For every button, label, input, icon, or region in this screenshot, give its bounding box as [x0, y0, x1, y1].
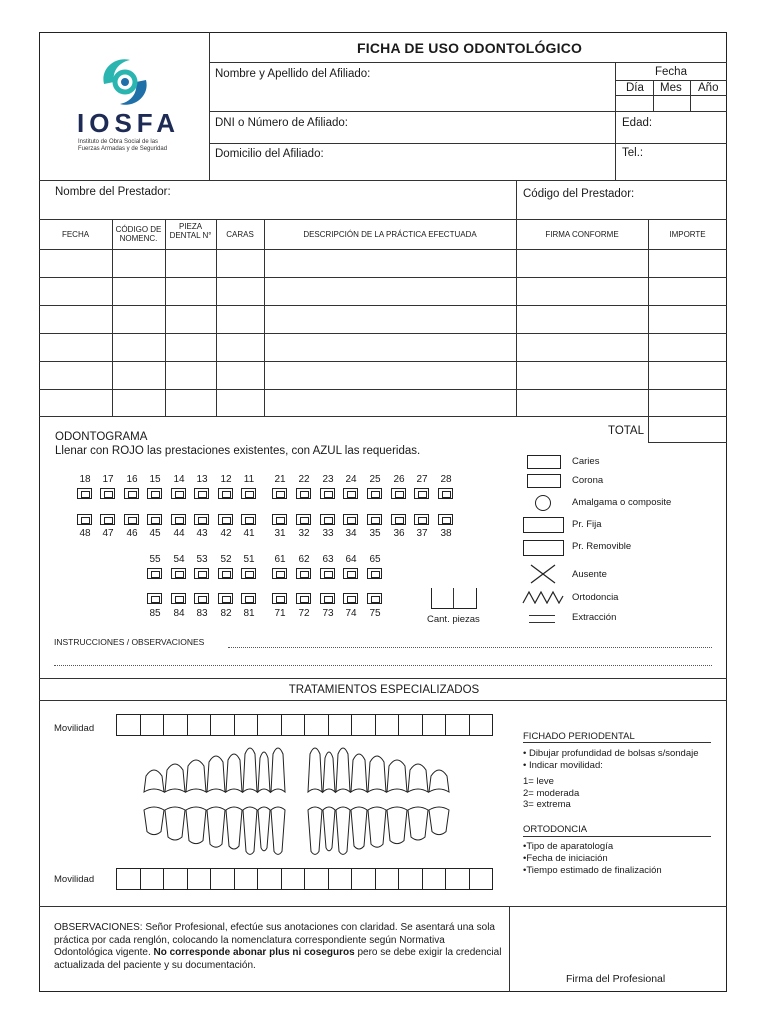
ausente-symbol-icon: [529, 563, 557, 585]
tooth-box[interactable]: [147, 593, 162, 604]
instructions-line-2[interactable]: [54, 665, 712, 666]
tooth-box[interactable]: [296, 488, 311, 499]
legend-corona: Corona: [572, 475, 604, 486]
tooth-box[interactable]: [391, 488, 406, 499]
col-header-tooth: PIEZA DENTAL N°: [169, 222, 212, 240]
tooth-box[interactable]: [218, 514, 233, 525]
tooth-number: 26: [393, 474, 405, 485]
affiliate-address-field[interactable]: Domicilio del Afiliado:: [215, 148, 324, 160]
tooth-number: 42: [220, 528, 232, 539]
lower-tooth-shape: [336, 807, 350, 854]
tooth-box[interactable]: [147, 568, 162, 579]
tooth-box[interactable]: [241, 568, 256, 579]
form-title: FICHA DE USO ODONTOLÓGICO: [357, 40, 583, 56]
observations-text: OBSERVACIONES: Señor Profesional, efectúe sus anotaciones con claridad. Se asentará una sola práctica por cada renglón, colocando la nomenclatura correspondiente según Normativa Odontológica vigente. No corresponde abonar plus ni coseguros pero se debe exigir la credencial actualizada del paciente y su documentación.: [54, 922, 502, 971]
lower-tooth-shape: [271, 807, 285, 854]
tooth-box[interactable]: [391, 514, 406, 525]
tooth-box[interactable]: [241, 514, 256, 525]
lower-tooth-shape: [165, 807, 185, 840]
upper-tooth-shape: [186, 760, 206, 792]
affiliate-name-field[interactable]: Nombre y Apellido del Afiliado:: [215, 68, 371, 80]
tooth-number: 34: [345, 528, 357, 539]
pr-removible-symbol-icon: [523, 540, 564, 556]
legend-pr-removible: Pr. Removible: [572, 541, 632, 552]
mobility-cell[interactable]: [187, 868, 212, 890]
tooth-box[interactable]: [194, 514, 209, 525]
lower-tooth-shape: [351, 807, 367, 849]
col-header-description: DESCRIPCIÓN DE LA PRÁCTICA EFECTUADA: [303, 230, 477, 239]
tooth-number: 61: [274, 554, 286, 565]
lower-tooth-shape: [429, 807, 449, 835]
mobility-cell[interactable]: [375, 714, 400, 736]
mobility-cell[interactable]: [234, 868, 259, 890]
tooth-number: 25: [369, 474, 381, 485]
tooth-number: 13: [196, 474, 208, 485]
tooth-number: 36: [393, 528, 405, 539]
tooth-box[interactable]: [343, 568, 358, 579]
legend-amalgama: Amalgama o composite: [572, 497, 672, 508]
tooth-number: 53: [196, 554, 208, 565]
tooth-box[interactable]: [296, 514, 311, 525]
lower-tooth-shape: [258, 807, 270, 851]
mobility-label-lower: Movilidad: [54, 874, 95, 885]
upper-tooth-shape: [323, 752, 335, 792]
mobility-cell[interactable]: [257, 714, 282, 736]
tooth-number: 46: [126, 528, 138, 539]
tooth-box[interactable]: [194, 568, 209, 579]
tooth-box[interactable]: [194, 593, 209, 604]
tooth-number: 81: [243, 608, 255, 619]
mobility-cell[interactable]: [422, 714, 447, 736]
mobility-cell[interactable]: [328, 714, 353, 736]
lower-tooth-shape: [368, 807, 386, 847]
tooth-box[interactable]: [343, 514, 358, 525]
upper-tooth-shape: [408, 764, 428, 792]
tooth-number: 71: [274, 608, 286, 619]
tooth-number: 74: [345, 608, 357, 619]
tooth-box[interactable]: [438, 488, 453, 499]
date-label: Fecha: [655, 66, 687, 78]
ortho-title: ORTODONCIA: [523, 824, 588, 835]
cant-piezas-label: Cant. piezas: [427, 614, 480, 625]
upper-tooth-shape: [368, 756, 386, 792]
tooth-box[interactable]: [414, 488, 429, 499]
tooth-number: 11: [243, 474, 255, 485]
tooth-box[interactable]: [296, 593, 311, 604]
tooth-number: 47: [102, 528, 114, 539]
dental-chart-icon: [140, 740, 480, 860]
tooth-number: 55: [149, 554, 161, 565]
tooth-number: 72: [298, 608, 310, 619]
tooth-box[interactable]: [241, 593, 256, 604]
mobility-cell[interactable]: [375, 868, 400, 890]
ortodoncia-symbol-icon: [522, 590, 564, 604]
lower-tooth-shape: [226, 807, 242, 849]
upper-tooth-shape: [271, 748, 285, 792]
upper-tooth-shape: [226, 754, 242, 792]
upper-tooth-shape: [165, 764, 185, 792]
tooth-box[interactable]: [272, 488, 287, 499]
tooth-number: 31: [274, 528, 286, 539]
tooth-box[interactable]: [438, 514, 453, 525]
tooth-number: 85: [149, 608, 161, 619]
lower-tooth-shape: [387, 807, 407, 844]
tooth-box[interactable]: [147, 488, 162, 499]
col-header-amount: IMPORTE: [669, 230, 706, 239]
instructions-line-1[interactable]: [228, 647, 712, 648]
tooth-box[interactable]: [296, 568, 311, 579]
tooth-box[interactable]: [367, 488, 382, 499]
tooth-box[interactable]: [171, 514, 186, 525]
provider-name-field[interactable]: Nombre del Prestador:: [55, 186, 171, 198]
tooth-box[interactable]: [218, 568, 233, 579]
mobility-cell[interactable]: [398, 714, 423, 736]
tooth-number: 18: [79, 474, 91, 485]
upper-tooth-shape: [144, 770, 164, 792]
tooth-number: 45: [149, 528, 161, 539]
lower-tooth-shape: [308, 807, 322, 854]
mobility-cell[interactable]: [210, 714, 235, 736]
tooth-number: 14: [173, 474, 185, 485]
odontogram-instructions: Llenar con ROJO las prestaciones existentes, con AZUL las requeridas.: [55, 445, 421, 457]
legend-extraccion: Extracción: [572, 612, 617, 623]
tooth-box[interactable]: [77, 488, 92, 499]
ortho-items: •Tipo de aparatología •Fecha de iniciación •Tiempo estimado de finalización: [523, 841, 662, 876]
specialized-title: TRATAMIENTOS ESPECIALIZADOS: [288, 684, 480, 696]
tooth-box[interactable]: [124, 514, 139, 525]
tooth-number: 12: [220, 474, 232, 485]
tooth-number: 43: [196, 528, 208, 539]
tooth-box[interactable]: [171, 568, 186, 579]
mobility-cell[interactable]: [469, 714, 494, 736]
tooth-box[interactable]: [320, 514, 335, 525]
tooth-box[interactable]: [343, 593, 358, 604]
upper-tooth-shape: [207, 756, 225, 792]
perio-levels: 1= leve 2= moderada 3= extrema: [523, 776, 580, 810]
tooth-box[interactable]: [367, 593, 382, 604]
upper-tooth-shape: [336, 748, 350, 792]
mobility-cell[interactable]: [281, 868, 306, 890]
mobility-cell[interactable]: [469, 868, 494, 890]
tooth-box[interactable]: [124, 488, 139, 499]
lower-tooth-shape: [323, 807, 335, 851]
upper-tooth-shape: [243, 748, 257, 792]
mobility-label-upper: Movilidad: [54, 723, 95, 734]
tooth-number: 54: [173, 554, 185, 565]
tooth-box[interactable]: [218, 593, 233, 604]
tooth-box[interactable]: [343, 488, 358, 499]
mobility-cell[interactable]: [351, 868, 376, 890]
tooth-box[interactable]: [320, 488, 335, 499]
mobility-cell[interactable]: [210, 868, 235, 890]
mobility-cell[interactable]: [234, 714, 259, 736]
perio-title: FICHADO PERIODENTAL: [523, 731, 635, 742]
col-header-faces: CARAS: [226, 230, 254, 239]
logo-mark-icon: [96, 54, 154, 110]
lower-tooth-shape: [243, 807, 257, 854]
provider-code-field[interactable]: Código del Prestador:: [523, 188, 635, 200]
mobility-cell[interactable]: [445, 868, 470, 890]
tooth-number: 15: [149, 474, 161, 485]
total-label: TOTAL: [608, 425, 644, 437]
tooth-number: 63: [322, 554, 334, 565]
tooth-number: 22: [298, 474, 310, 485]
signature-field[interactable]: [510, 907, 726, 971]
tooth-box[interactable]: [367, 568, 382, 579]
mobility-cell[interactable]: [304, 868, 329, 890]
mobility-cell[interactable]: [328, 868, 353, 890]
tooth-box[interactable]: [272, 593, 287, 604]
tooth-number: 83: [196, 608, 208, 619]
mobility-cell[interactable]: [351, 714, 376, 736]
upper-tooth-shape: [308, 748, 322, 792]
col-header-signature: FIRMA CONFORME: [545, 230, 619, 239]
tooth-number: 73: [322, 608, 334, 619]
tooth-number: 35: [369, 528, 381, 539]
tooth-number: 64: [345, 554, 357, 565]
tooth-number: 27: [416, 474, 428, 485]
upper-tooth-shape: [387, 760, 407, 792]
tooth-box[interactable]: [77, 514, 92, 525]
mobility-cell[interactable]: [445, 714, 470, 736]
tooth-number: 82: [220, 608, 232, 619]
tooth-number: 28: [440, 474, 452, 485]
tooth-number: 16: [126, 474, 138, 485]
tooth-number: 84: [173, 608, 185, 619]
mobility-cell[interactable]: [116, 714, 141, 736]
tooth-number: 32: [298, 528, 310, 539]
cant-piezas-box[interactable]: [431, 588, 477, 609]
tooth-box[interactable]: [171, 488, 186, 499]
odontogram-title: ODONTOGRAMA: [55, 431, 148, 443]
col-header-code: CÓDIGO DE NOMENC.: [115, 225, 162, 243]
mobility-cell[interactable]: [187, 714, 212, 736]
lower-tooth-shape: [408, 807, 428, 840]
instructions-label: INSTRUCCIONES / OBSERVACIONES: [54, 637, 205, 647]
perio-items: • Dibujar profundidad de bolsas s/sondaje • Indicar movilidad:: [523, 748, 699, 771]
mobility-cell[interactable]: [257, 868, 282, 890]
legend-pr-fija: Pr. Fija: [572, 519, 602, 530]
tooth-box[interactable]: [367, 514, 382, 525]
phone-field[interactable]: Tel.:: [622, 147, 644, 159]
lower-tooth-shape: [207, 807, 225, 847]
tooth-number: 51: [243, 554, 255, 565]
tooth-number: 52: [220, 554, 232, 565]
tooth-number: 21: [274, 474, 286, 485]
tooth-number: 41: [243, 528, 255, 539]
tooth-number: 38: [440, 528, 452, 539]
tooth-box[interactable]: [100, 514, 115, 525]
caries-symbol-icon: [527, 455, 561, 469]
mobility-cell[interactable]: [163, 868, 188, 890]
age-field[interactable]: Edad:: [622, 117, 653, 129]
legend-ausente: Ausente: [572, 569, 607, 580]
date-day-field[interactable]: Día: [626, 82, 644, 94]
tooth-box[interactable]: [320, 593, 335, 604]
col-header-date: FECHA: [61, 230, 90, 239]
logo-subtitle: Instituto de Obra Social de las Fuerzas Armadas y de Seguridad: [78, 139, 168, 152]
tooth-box[interactable]: [272, 514, 287, 525]
pr-fija-symbol-icon: [523, 517, 564, 533]
tooth-box[interactable]: [171, 593, 186, 604]
tooth-box[interactable]: [272, 568, 287, 579]
mobility-cell[interactable]: [140, 714, 165, 736]
upper-tooth-shape: [258, 752, 270, 792]
tooth-number: 48: [79, 528, 91, 539]
mobility-cell[interactable]: [398, 868, 423, 890]
mobility-cell[interactable]: [163, 714, 188, 736]
tooth-box[interactable]: [194, 488, 209, 499]
amalgama-symbol-icon: [535, 495, 551, 511]
date-year-field[interactable]: Año: [698, 82, 719, 94]
tooth-box[interactable]: [218, 488, 233, 499]
date-month-field[interactable]: Mes: [660, 82, 682, 94]
logo-name: IOSFA: [77, 108, 181, 138]
affiliate-dni-field[interactable]: DNI o Número de Afiliado:: [215, 117, 348, 129]
upper-tooth-shape: [351, 754, 367, 792]
tooth-box[interactable]: [320, 568, 335, 579]
tooth-number: 65: [369, 554, 381, 565]
corona-symbol-icon: [527, 474, 561, 488]
tooth-number: 37: [416, 528, 428, 539]
tooth-number: 44: [173, 528, 185, 539]
tooth-number: 33: [322, 528, 334, 539]
tooth-number: 62: [298, 554, 310, 565]
tooth-number: 23: [322, 474, 334, 485]
tooth-number: 75: [369, 608, 381, 619]
total-field[interactable]: [649, 417, 727, 442]
mobility-cell[interactable]: [304, 714, 329, 736]
legend-ortodoncia: Ortodoncia: [572, 592, 619, 603]
tooth-box[interactable]: [241, 488, 256, 499]
lower-tooth-shape: [186, 807, 206, 844]
legend-caries: Caries: [572, 456, 600, 467]
mobility-cell[interactable]: [422, 868, 447, 890]
mobility-cell[interactable]: [140, 868, 165, 890]
tooth-box[interactable]: [414, 514, 429, 525]
tooth-box[interactable]: [100, 488, 115, 499]
mobility-cell[interactable]: [116, 868, 141, 890]
mobility-cell[interactable]: [281, 714, 306, 736]
signature-label: Firma del Profesional: [566, 973, 666, 985]
lower-tooth-shape: [144, 807, 164, 835]
upper-tooth-shape: [429, 770, 449, 792]
tooth-box[interactable]: [147, 514, 162, 525]
tooth-number: 17: [102, 474, 114, 485]
tooth-number: 24: [345, 474, 357, 485]
